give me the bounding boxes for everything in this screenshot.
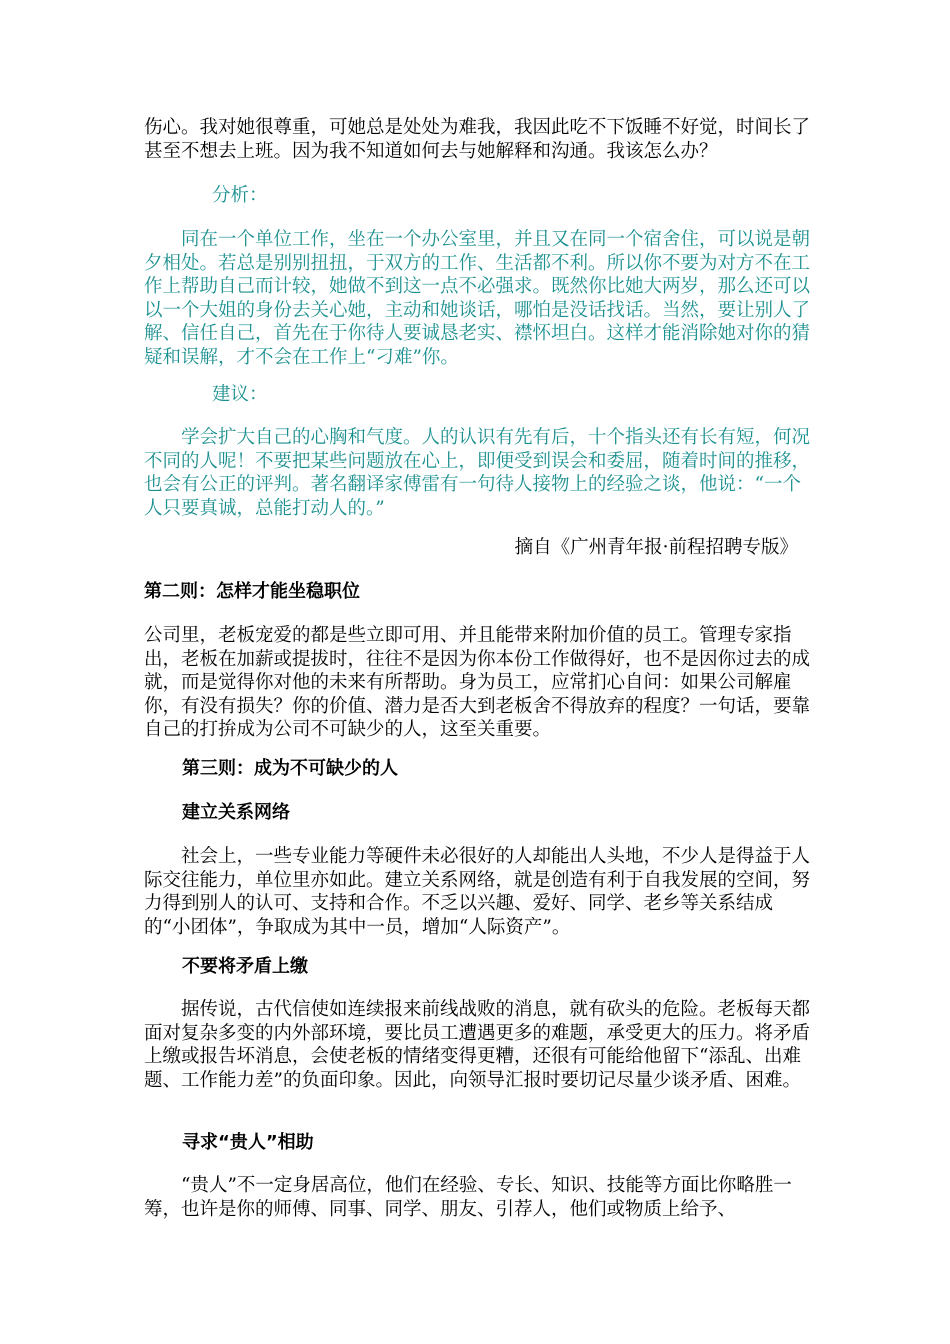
source-citation: 摘自《广州青年报·前程招聘专版》 [514,537,798,558]
analysis-label: 分析： [212,185,268,206]
subsection-network-paragraph: 社会上，一些专业能力等硬件未必很好的人却能出人头地，不少人是得益于人际交往能力，单位里亦如此。建立关系网络，就是创造有利于自我发展的空间，努力得到别人的认可、支持和合作。不乏以兴趣、爱好、同学、老乡等关系结成的“小团体”，争取成为其中一员，增加“人际资产”。 [144,846,811,938]
subsection-network-title: 建立关系网络 [182,802,290,823]
suggestion-label: 建议： [212,384,268,405]
analysis-paragraph: 同在一个单位工作，坐在一个办公室里，并且又在同一个宿舍住，可以说是朝夕相处。若总是别别扭扭，于双方的工作、生活都不利。所以你不要为对方不在工作上帮助自己而计较，她做不到这一点不必强求。既然你比她大两岁，那么还可以以一个大姐的身份去关心她，主动和她谈话，哪怕是没话找话。当然，要让别人了解、信任自己，首先在于你待人要诚恳老实、襟怀坦白。这样才能消除她对你的猜疑和误解，才不会在工作上“刁难”你。 [144,229,811,368]
subsection-conflict-title: 不要将矛盾上缴 [182,956,308,977]
section2-paragraph: 公司里，老板宠爱的都是些立即可用、并且能带来附加价值的员工。管理专家指出，老板在加薪或提拔时，往往不是因为你本份工作做得好，也不是因你过去的成就，而是觉得你对他的未来有所帮助。身为员工，应常扪心自问：如果公司解雇你，有没有损失？你的价值、潜力是否大到老板舍不得放弃的程度？一句话，要靠自己的打拚成为公司不可缺少的人，这至关重要。 [144,625,811,740]
subsection-mentor-paragraph: “贵人”不一定身居高位，他们在经验、专长、知识、技能等方面比你略胜一筹，也许是你的师傅、同事、同学、朋友、引荐人，他们或物质上给予、 [144,1175,792,1220]
section2-title: 第二则：怎样才能坐稳职位 [144,581,360,602]
subsection-mentor-title: 寻求“贵人”相助 [182,1132,314,1153]
subsection-conflict-paragraph: 据传说，古代信使如连续报来前线战败的消息，就有砍头的危险。老板每天都面对复杂多变的内外部环境，要比员工遭遇更多的难题，承受更大的压力。将矛盾上缴或报告坏消息，会使老板的情绪变得更糟，还很有可能给他留下“添乱、出难题、工作能力差”的负面印象。因此，向领导汇报时要切记尽量少谈矛盾、困难。 [144,999,811,1091]
intro-paragraph: 伤心。我对她很尊重，可她总是处处为难我，我因此吃不下饭睡不好觉，时间长了甚至不想去上班。因为我不知道如何去与她解释和沟通。我该怎么办？ [144,117,811,162]
suggestion-paragraph: 学会扩大自己的心胸和气度。人的认识有先有后，十个指头还有长有短，何况不同的人呢！不要把某些问题放在心上，即便受到误会和委屈，随着时间的推移，也会有公正的评判。著名翻译家傅雷有一句待人接物上的经验之谈，他说：“一个人只要真诚，总能打动人的。” [144,427,811,519]
section3-title: 第三则：成为不可缺少的人 [182,758,398,779]
